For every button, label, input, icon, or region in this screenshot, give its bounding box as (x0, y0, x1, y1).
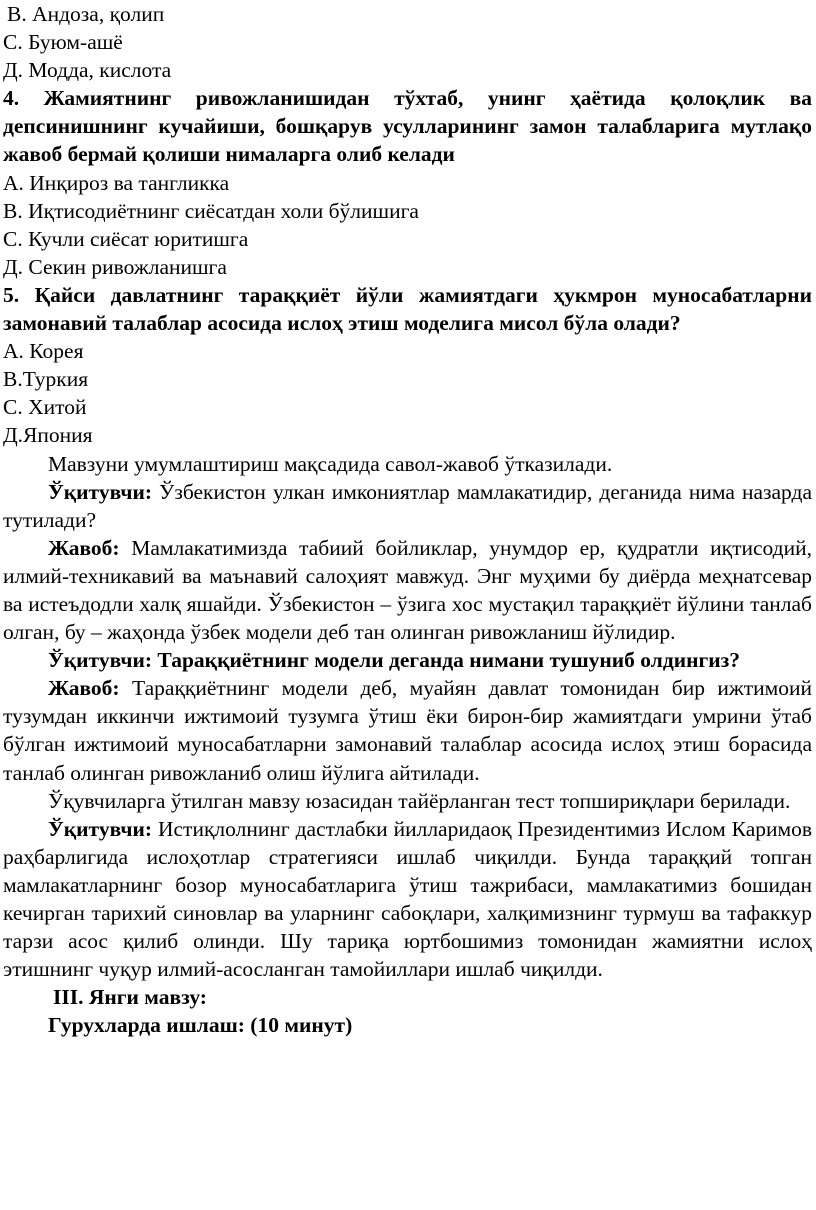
answer-label: Жавоб: (48, 676, 120, 701)
answer-1 (3, 534, 812, 646)
summary-paragraph: Мавзуни умумлаштириш мақсадида савол-жавоб ўтказилади. (48, 451, 613, 476)
question-4: 4. Жамиятнинг ривожланишидан тўхтаб, унинг ҳаётида қолоқлик ва депсинишнинг кучайиши, бошқарув усулларининг замон талабларига мутлақо жавоб бермай қолиши нималарга олиб келади (3, 86, 812, 167)
tests-paragraph: Ўқувчиларга ўтилган мавзу юзасидан тайёрланган тест топшириқлари берилади. (48, 788, 791, 813)
teacher-question-1 (3, 478, 812, 534)
q5-option-d: Д.Япония (3, 423, 93, 448)
teacher-question-1-text: Ўзбекистон улкан имкониятлар мамлакатидир, деганида нима назарда тутилади? (3, 479, 812, 532)
group-work-heading: Гурухларда ишлаш: (10 минут) (48, 1013, 353, 1038)
teacher-statement-3-text: Истиқлолнинг дастлабки йилларидаоқ Президентимиз Ислом Каримов раҳбарлигида ислоҳотлар стратегияси ишлаб чиқилди. Бунда тараққий топган мамлакатларнинг бозор муносабатларига ўтиш тажрибаси, мамлакатимиз бошидан кечирган тарихий синовлар ва уларнинг сабоқлари, халқимизнинг турмуш ва тафаккур тарзи асос қилиб олинди. Шу тариқа юртбошимиз томонидан жамиятни ислоҳ этишнинг чуқур илмий-асосланган тамойиллари ишлаб чиқилди. (3, 816, 812, 982)
teacher-question-2 (3, 646, 812, 674)
answer-2 (3, 674, 812, 786)
q3-option-d: Д. Модда, кислота (3, 58, 172, 83)
q4-option-b: В. Иқтисодиётнинг сиёсатдан холи бўлишига (3, 198, 419, 223)
q5-option-c: С. Хитой (3, 395, 87, 420)
q3-option-b: В. Андоза, қолип (7, 2, 165, 26)
question-5: 5. Қайси давлатнинг тараққиёт йўли жамиятдаги ҳукмрон муносабатларни замонавий талаблар асосида ислоҳ этиш моделига мисол бўла олади? (3, 282, 812, 336)
q4-option-a: А. Инқироз ва тангликка (3, 170, 230, 195)
q5-option-b: В.Туркия (3, 367, 89, 392)
teacher-statement-3 (3, 815, 812, 984)
teacher-label: Ўқитувчи: (48, 479, 153, 504)
q3-option-c: С. Буюм-ашё (3, 30, 123, 55)
q4-option-d: Д. Секин ривожланишга (3, 254, 227, 279)
teacher-label: Ўқитувчи: (48, 816, 153, 841)
teacher-label: Ўқитувчи: (48, 648, 153, 673)
q4-option-c: С. Кучли сиёсат юритишга (3, 226, 249, 251)
section-title: III. Янги мавзу: (53, 985, 207, 1010)
answer-label: Жавоб: (48, 535, 120, 560)
q5-option-a: А. Корея (3, 339, 84, 364)
teacher-question-2-text: Тараққиётнинг модели деганда нимани тушуниб олдингиз? (157, 648, 741, 673)
answer-2-text: Тараққиётнинг модели деб, муайян давлат томонидан бир ижтимоий тузумдан иккинчи ижтимоий тузумга ўтиш ёки бирон-бир жамиятдаги умрини ўтаб бўлган ижтимоий муносабатларни замонавий талаблар асосида ислоҳ этиш борасида танлаб олинган ривожланиб олиш йўлига айтилади. (3, 676, 813, 785)
answer-1-text: Мамлакатимизда табиий бойликлар, унумдор ер, қудратли иқтисодий, илмий-техникавий ва маънавий салоҳият мавжуд. Энг муҳими бу диёрда меҳнатсевар ва истеъдодли халқ яшайди. Ўзбекистон – ўзига хос мустақил тараққиёт йўлини танлаб олган, бу – жаҳонда ўзбек модели деб тан олинган ривожланиш йўлидир. (3, 535, 813, 645)
